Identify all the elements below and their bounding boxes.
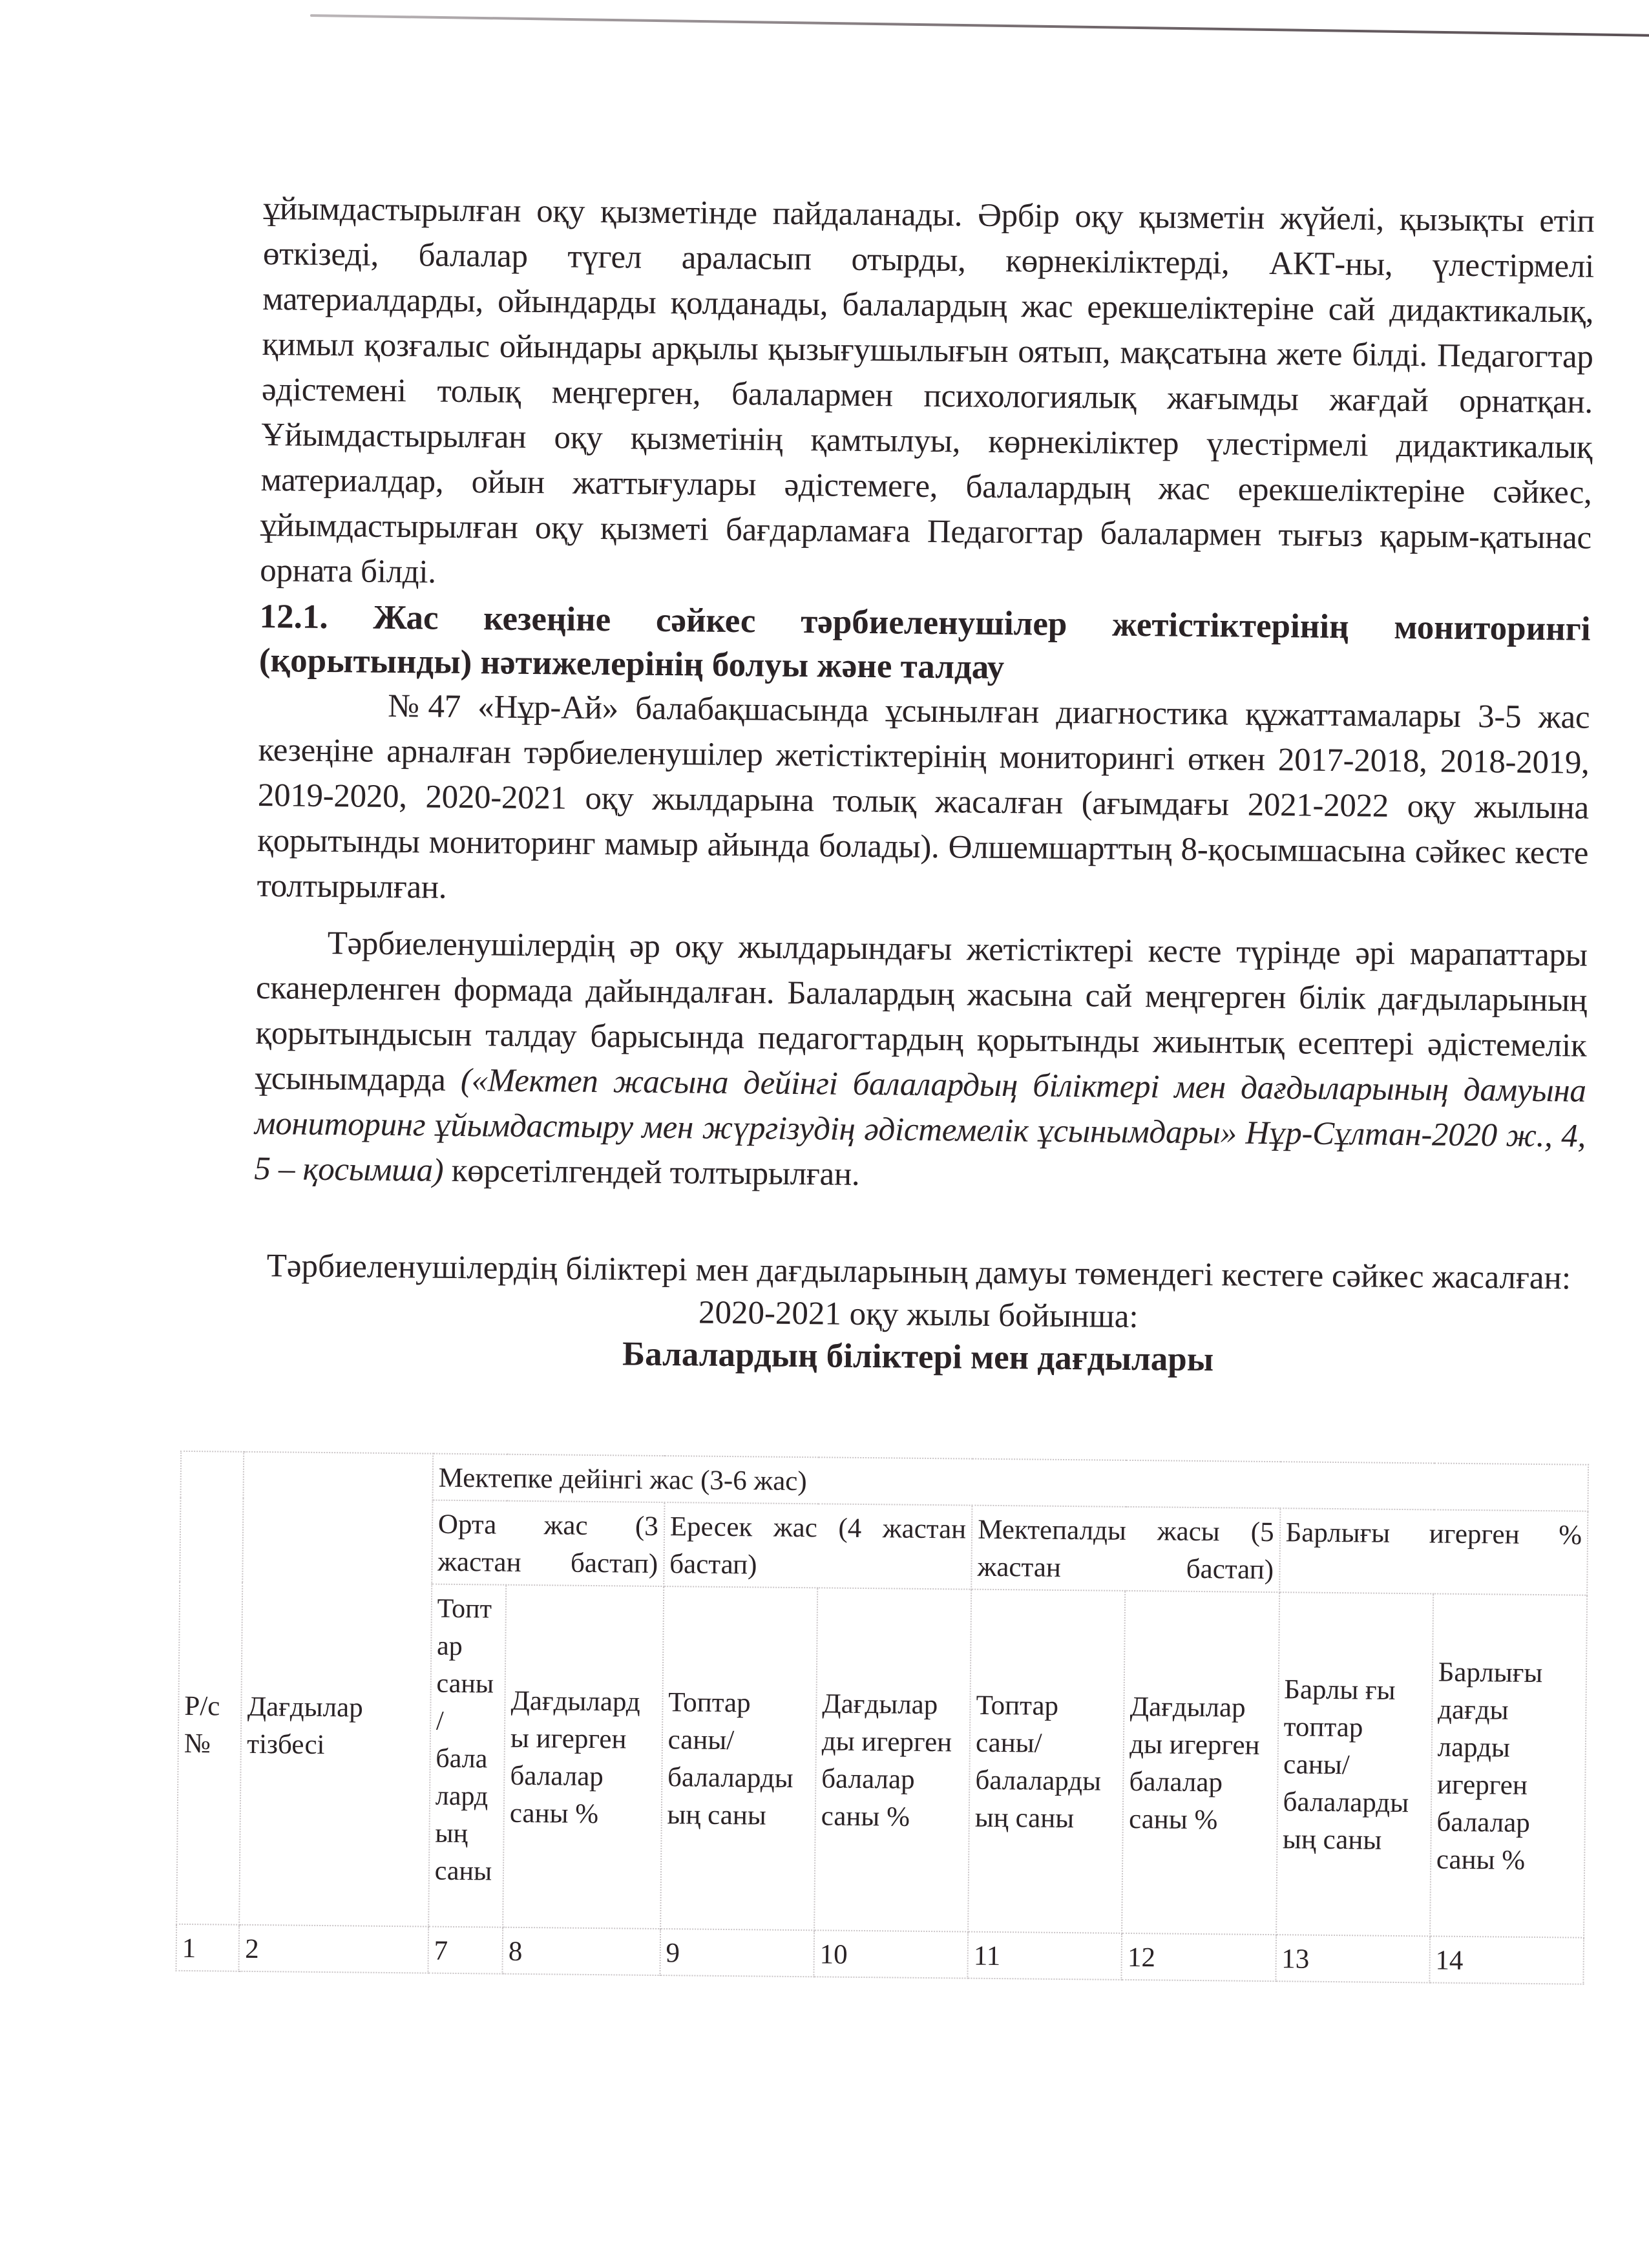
column-number: 13 [1276,1935,1430,1982]
subheader-groups-children-prep: Топтар саны/ балаларды ың саны [968,1590,1125,1933]
header-preschool-age: Мектепке дейінгі жас (3-6 жас) [432,1454,1588,1511]
subheader-mastered-percent-prep: Дағдылар ды игерген балалар саны % [1122,1591,1279,1935]
paragraph-achievements-end: көрсетілгендей толтырылған. [443,1152,860,1193]
skills-table [175,1451,1589,1985]
column-number: 12 [1122,1933,1276,1981]
column-number: 10 [814,1930,968,1978]
table-title: Балалардың біліктері мен дағдылары [622,1335,1214,1379]
subheader-total-groups-children: Барлы ғы топтар саны/ балаларды ың саны [1276,1592,1433,1936]
paragraph-monitoring: №47 «Нұр-Ай» балабақшасында ұсынылған диагностика құжаттамалары 3-5 жас кезеңіне арналған тәрбиеленушілер жетістіктерінің мониторингі өткен 2017-2018, 2018-2019, 2019-2020, 2020-2021 оқу жылдарына толық жасалған (ағымдағы 2021-2022 оқу жылына қорытынды мониторинг мамыр айында болады). Өлшемшарттың 8-қосымшасына сәйкес кесте толтырылған. [257,688,1590,906]
subheader-mastered-percent-middle: Дағдылард ы игерген балалар саны % [503,1585,664,1929]
header-total-mastered: Барлығы игерген % [1279,1508,1588,1595]
header-senior-age: Ересек жас (4 жастан бастап) [664,1502,972,1590]
subheader-groups-children-middle: Топт ар саны / бала лард ың саны [428,1584,506,1927]
header-preschool-prep: Мектепалды жасы (5 жастан бастап) [971,1506,1280,1593]
column-number: 2 [239,1925,428,1973]
subheader-groups-children-senior: Топтар саны/ балаларды ың саны [660,1586,817,1930]
header-skills-list: Дағдылар тізбесі [240,1452,433,1927]
header-middle-age: Орта жас (3 жастан бастап) [432,1500,664,1586]
table-intro-line: Тәрбиеленушілердің біліктері мен дағдыларының дамуы төмендегі кестеге сәйкес жасалған: [266,1248,1571,1297]
subheader-mastered-percent-senior: Дағдылар ды игерген балалар саны % [814,1588,971,1931]
column-number: 8 [503,1927,660,1975]
document-page [182,186,1595,1976]
column-number: 1 [176,1924,239,1971]
paragraph-activities: ұйымдастырылған оқу қызметінде пайдаланады. Әрбір оқу қызметін жүйелі, қызықты етіп өткізеді, балалар түгел араласып отырды, көрнекіліктерді, АКТ-ны, үлестірмелі материалдарды, ойындарды қолданады, балалардың жас ерекшеліктеріне сай дидактикалық, қимыл қозғалыс ойындары арқылы қызығушылығын оятып, мақсатына жете білді. Педагогтар әдістемені толық меңгерген, балалармен психологиялық жағымды жағдай орнатқан. Ұйымдастырылған оқу қызметінің қамтылуы, көрнекіліктер үлестірмелі дидактикалық материалдар, ойын жаттығулары әдістемеге, балалардың жас ерекшеліктеріне сәйкес, ұйымдастырылған оқу қызметі бағдарламаға Педагогтар балалармен тығыз қарым-қатынас орната білді. [260,190,1595,591]
column-number: 14 [1429,1936,1584,1984]
column-number: 11 [968,1932,1122,1980]
header-rn: Р/с № [176,1451,244,1925]
column-number: 7 [428,1927,503,1974]
subheader-total-mastered-percent: Барлығы дағды ларды игерген балалар саны % [1430,1593,1587,1937]
scan-edge-artifact [310,14,1649,37]
table-year-line: 2020-2021 оқу жылы бойынша: [698,1294,1139,1336]
table-header-row-1 [181,1451,1589,1511]
section-heading-12-1: 12.1. Жас кезеңіне сәйкес тәрбиеленушілер жетістіктерінің мониторингі (қорытынды) нәтижелерінің болуы және талдау [258,597,1591,687]
citation-italic: («Мектеп жасына дейінгі балалардың біліктері мен дағдыларының дамуына мониторинг ұйымдастыру мен жүргізудің әдістемелік ұсынымдары» Нұр-Сұлтан-2020 ж., 4, 5 – қосымша) [254,1062,1586,1189]
column-number: 9 [660,1929,814,1977]
paragraph-achievements [254,920,1588,1204]
paragraph-achievements-text: Тәрбиеленушілердің әр оқу жылдарындағы жетістіктері кесте түрінде әрі марапаттары сканерленген формада дайындалған. Балалардың жасына сай меңгерген білік дағдыларының қорытындысын талдау барысында педагогтардың қорытынды жиынтық есептері әдістемелік ұсынымдарда [255,925,1588,1098]
